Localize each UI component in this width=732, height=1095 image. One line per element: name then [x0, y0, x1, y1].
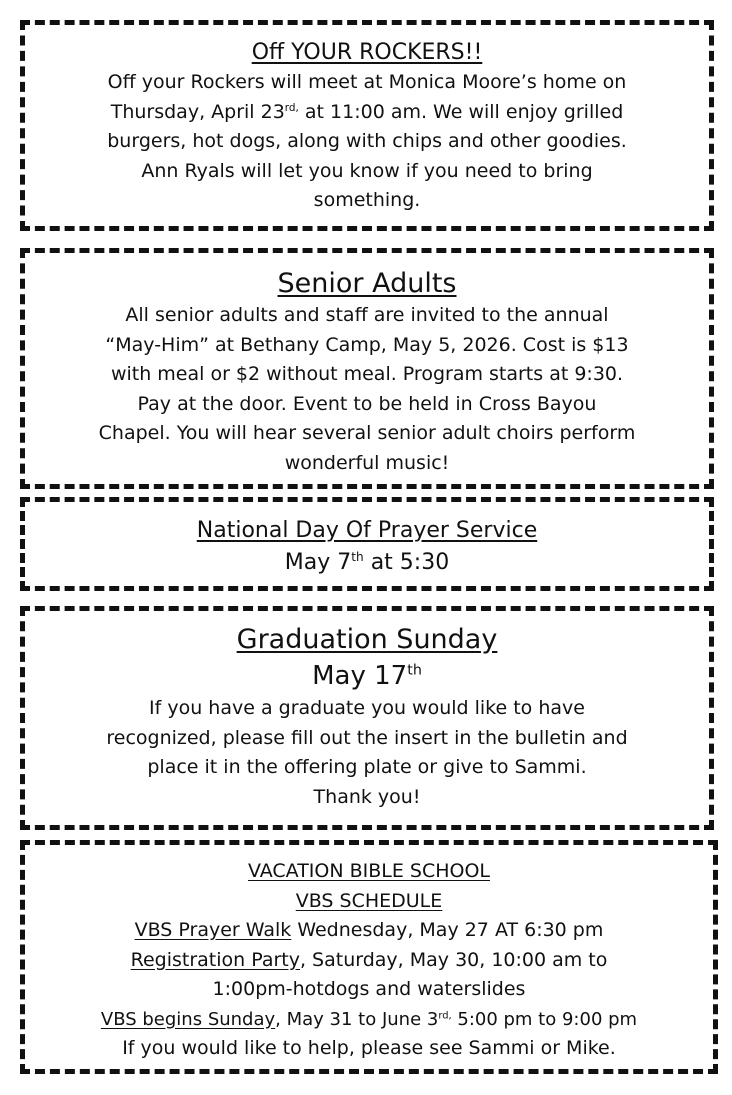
vbs-begins-pre: , May 31 to June 3 — [275, 1008, 439, 1030]
graduation-date-pre: May 17 — [312, 661, 408, 691]
vbs-begins-label: VBS begins Sunday — [100, 1008, 276, 1030]
vbs-prayer-walk-text: Wednesday, May 27 AT 6:30 pm — [291, 919, 604, 941]
graduation-line-3: place it in the offering plate or give to Sammi. — [147, 756, 587, 778]
prayer-date — [25, 546, 709, 580]
senior-adults-body — [25, 301, 709, 478]
graduation-line-1: If you have a graduate you would like to have — [149, 697, 585, 719]
vbs-registration — [25, 946, 713, 976]
vbs-begins-post: 5:00 pm to 9:00 pm — [451, 1008, 638, 1030]
prayer-date-sup: th — [351, 550, 364, 565]
prayer-section — [20, 497, 714, 591]
rockers-line-5: something. — [313, 189, 421, 211]
graduation-line-4: Thank you! — [313, 785, 421, 808]
vbs-begins-sup: rd, — [438, 1010, 452, 1022]
senior-line-4: Pay at the door. Event to be held in Cross Bayou — [137, 392, 597, 415]
rockers-line-2-pre: Thursday, April 23 — [110, 100, 285, 123]
prayer-date-pre: May 7 — [284, 550, 352, 575]
vbs-help-line: If you would like to help, please see Sammi or Mike. — [122, 1037, 616, 1059]
rockers-line-2-post: at 11:00 am. We will enjoy grilled — [298, 100, 624, 123]
vbs-registration-label: Registration Party — [130, 948, 300, 971]
senior-line-2: “May-Him” at Bethany Camp, May 5, 2026. Cost is $13 — [105, 333, 629, 356]
rockers-line-1: Off your Rockers will meet at Monica Moore’s home on — [107, 71, 627, 93]
rockers-section — [20, 20, 714, 231]
vbs-subtitle: VBS SCHEDULE — [295, 889, 443, 912]
rockers-body — [25, 68, 709, 216]
graduation-section — [20, 606, 714, 830]
vbs-registration-text: , Saturday, May 30, 10:00 am to — [299, 948, 608, 971]
senior-line-5: Chapel. You will hear several senior adult choirs perform — [98, 422, 636, 444]
vbs-section — [20, 840, 718, 1074]
vbs-prayer-walk — [25, 916, 713, 946]
prayer-date-post: at 5:30 — [363, 550, 450, 575]
rockers-line-2-sup: rd, — [284, 101, 299, 114]
prayer-title: National Day Of Prayer Service — [196, 518, 538, 543]
graduation-body — [25, 694, 709, 812]
senior-line-6: wonderful music! — [284, 451, 450, 474]
graduation-date — [25, 658, 709, 694]
rockers-title: Off YOUR ROCKERS!! — [251, 40, 483, 65]
senior-line-3: with meal or $2 without meal. Program starts at 9:30. — [110, 363, 624, 385]
vbs-prayer-walk-label: VBS Prayer Walk — [134, 919, 292, 941]
graduation-date-sup: th — [407, 662, 422, 679]
rockers-line-3: burgers, hot dogs, along with chips and other goodies. — [107, 130, 627, 152]
vbs-registration-line-2: 1:00pm-hotdogs and waterslides — [212, 978, 526, 1000]
graduation-title: Graduation Sunday — [236, 624, 498, 655]
rockers-line-4: Ann Ryals will let you know if you need to bring — [141, 159, 593, 182]
senior-adults-section — [20, 248, 714, 489]
senior-line-1: All senior adults and staff are invited to the annual — [125, 304, 609, 326]
vbs-begins — [25, 1005, 713, 1035]
senior-adults-title: Senior Adults — [277, 268, 457, 299]
rockers-line-2 — [25, 98, 709, 128]
graduation-line-2: recognized, please fill out the insert in the bulletin and — [106, 726, 628, 749]
vbs-title: VACATION BIBLE SCHOOL — [247, 860, 491, 882]
vbs-body — [25, 857, 713, 1064]
